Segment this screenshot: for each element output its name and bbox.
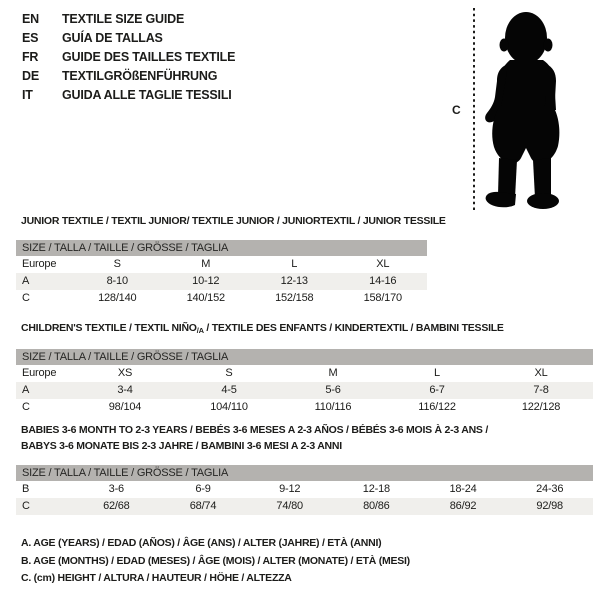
height-cell: 86/92 — [449, 500, 477, 512]
language-title: TEXTILE SIZE GUIDE — [62, 12, 185, 26]
height-cell: 68/74 — [189, 500, 217, 512]
size-cell: L — [434, 367, 440, 379]
children-table-title — [21, 321, 504, 338]
age-cell: 4-5 — [221, 384, 237, 396]
height-cell: 80/86 — [363, 500, 390, 512]
height-cell: 74/80 — [276, 500, 303, 512]
row-label: Europe — [22, 258, 57, 270]
height-cell: 122/128 — [521, 401, 561, 413]
language-title: TEXTILGRÖßENFÜHRUNG — [62, 69, 218, 83]
language-row-en — [22, 10, 235, 29]
table-row-age — [16, 382, 593, 399]
language-code: IT — [22, 88, 33, 102]
size-cell: L — [291, 258, 298, 270]
height-cell: 116/122 — [418, 401, 456, 413]
size-cell: M — [328, 367, 338, 379]
language-title: GUÍA DE TALLAS — [62, 31, 163, 45]
table-row-age-months — [16, 481, 593, 498]
age-cell: 14-16 — [369, 275, 397, 287]
language-code: ES — [22, 31, 39, 45]
age-cell: 12-18 — [362, 483, 390, 495]
age-cell: 7-8 — [533, 384, 549, 396]
age-cell: 12-13 — [280, 275, 308, 287]
age-cell: 3-6 — [108, 483, 124, 495]
row-label: C — [22, 401, 30, 413]
size-header-bar: SIZE / TALLA / TAILLE / GRÖSSE / TAGLIA — [16, 349, 593, 365]
row-label: B — [22, 483, 30, 495]
children-title-prefix: CHILDREN'S TEXTILE / TEXTIL NIÑO — [21, 322, 197, 334]
size-cell: XL — [376, 258, 390, 270]
babies-table-title-line1: BABIES 3-6 MONTH TO 2-3 YEARS / BEBÉS 3-6 MESES A 2-3 AÑOS / BÉBÉS 3-6 MOIS À 2-3 ANS / — [21, 424, 489, 436]
table-row-height — [16, 290, 427, 307]
height-cell: 128/140 — [98, 292, 137, 304]
table-row-europe — [16, 365, 593, 382]
language-title-list — [22, 10, 235, 105]
age-cell: 3-4 — [117, 384, 133, 396]
table-row-age — [16, 273, 427, 290]
language-row-es — [22, 29, 235, 48]
footnote-c: C. (cm) HEIGHT / ALTURA / HAUTEUR / HÖHE / ALTEZZA — [21, 572, 292, 584]
babies-table-title-line2: BABYS 3-6 MONATE BIS 2-3 JAHRE / BAMBINI 3-6 MESI A 2-3 ANNI — [21, 440, 342, 452]
height-cell: 152/158 — [275, 292, 314, 304]
babies-size-table — [16, 465, 593, 515]
children-size-table — [16, 349, 593, 416]
size-header-bar: SIZE / TALLA / TAILLE / GRÖSSE / TAGLIA — [16, 240, 427, 256]
size-cell: S — [225, 367, 233, 379]
footnote-a: A. AGE (YEARS) / EDAD (AÑOS) / ÂGE (ANS) / ALTER (JAHRE) / ETÀ (ANNI) — [21, 537, 382, 549]
age-cell: 24-36 — [536, 483, 564, 495]
junior-size-table — [16, 240, 427, 307]
language-title: GUIDE DES TAILLES TEXTILE — [62, 50, 236, 64]
height-cell: 98/104 — [108, 401, 142, 413]
size-cell: XS — [117, 367, 133, 379]
row-label: A — [22, 384, 30, 396]
height-cell: 110/116 — [314, 401, 352, 413]
legend-footnotes — [21, 535, 410, 588]
row-label: A — [22, 275, 30, 287]
age-cell: 18-24 — [449, 483, 477, 495]
height-cell: 92/98 — [536, 500, 563, 512]
height-cell: 62/68 — [103, 500, 130, 512]
height-cell: 104/110 — [210, 401, 248, 413]
language-title: GUIDA ALLE TAGLIE TESSILI — [62, 88, 232, 102]
row-label: C — [22, 500, 30, 512]
size-cell: XL — [534, 367, 548, 379]
size-header-bar: SIZE / TALLA / TAILLE / GRÖSSE / TAGLIA — [16, 465, 593, 481]
language-row-fr — [22, 48, 235, 67]
table-row-height — [16, 399, 593, 416]
age-cell: 5-6 — [325, 384, 341, 396]
height-cell: 140/152 — [186, 292, 225, 304]
height-measure-label: C — [452, 103, 461, 117]
row-label: C — [22, 292, 30, 304]
children-title-sub: /A — [196, 326, 204, 335]
size-cell: S — [113, 258, 121, 270]
age-cell: 6-9 — [195, 483, 211, 495]
language-row-de — [22, 67, 235, 86]
age-cell: 10-12 — [192, 275, 220, 287]
language-row-it — [22, 86, 235, 105]
footnote-b: B. AGE (MONTHS) / EDAD (MESES) / ÂGE (MOIS) / ALTER (MONATE) / ETÀ (MESI) — [21, 554, 410, 567]
table-row-europe — [16, 256, 427, 273]
table-row-height — [16, 498, 593, 515]
row-label: Europe — [22, 367, 57, 379]
age-cell: 8-10 — [106, 275, 128, 287]
language-code: EN — [22, 12, 39, 26]
children-title-suffix: / TEXTILE DES ENFANTS / KINDERTEXTIL / BAMBINI TESSILE — [203, 322, 504, 334]
language-code: FR — [22, 50, 39, 64]
height-cell: 158/170 — [363, 292, 402, 304]
junior-table-title: JUNIOR TEXTILE / TEXTIL JUNIOR/ TEXTILE JUNIOR / JUNIORTEXTIL / JUNIOR TESSILE — [21, 215, 446, 227]
age-cell: 9-12 — [279, 483, 301, 495]
age-cell: 6-7 — [429, 384, 445, 396]
toddler-silhouette-icon — [466, 2, 590, 214]
language-code: DE — [22, 69, 39, 83]
size-cell: M — [201, 258, 211, 270]
